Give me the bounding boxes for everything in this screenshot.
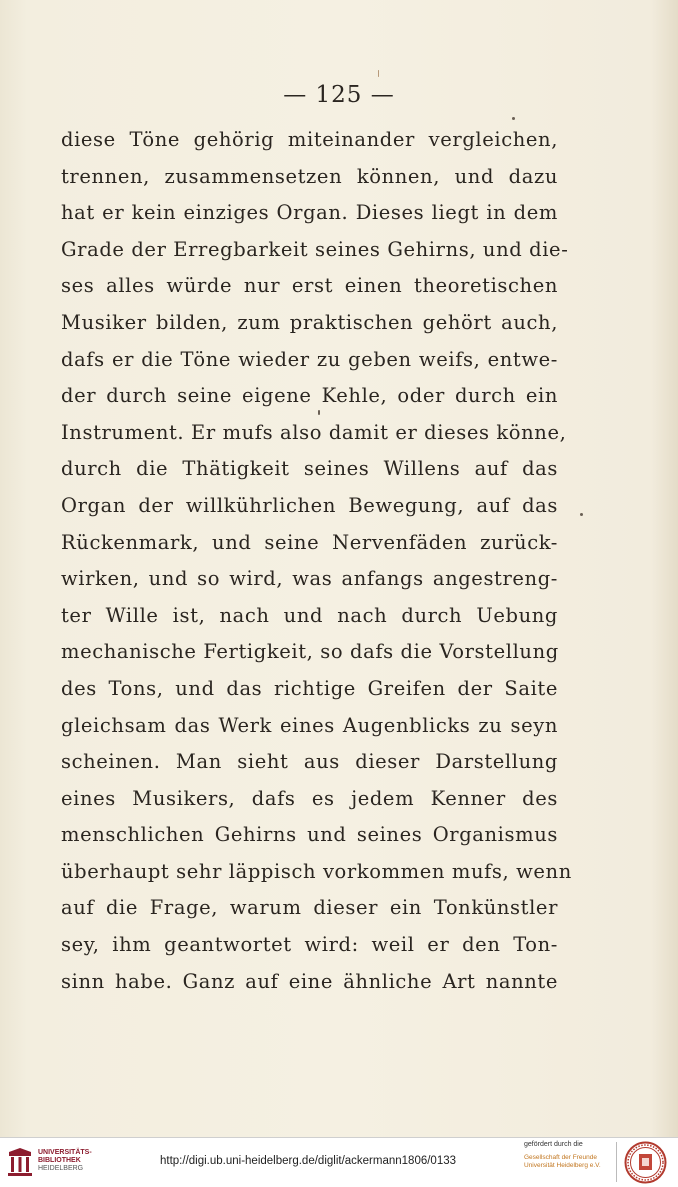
paper-speck	[512, 117, 515, 120]
text-line: trennen, zusammensetzen können, und dazu	[61, 164, 558, 188]
text-line: wirken, und so wird, was anfangs angestreng-	[61, 567, 558, 591]
text-line: gleichsam das Werk eines Augenblicks zu seyn	[61, 713, 558, 737]
library-name-line: HEIDELBERG	[38, 1165, 84, 1172]
library-logo-icon	[6, 1146, 34, 1178]
library-name	[38, 1149, 92, 1173]
text-line: Instrument. Er mufs also damit er dieses könne,	[61, 420, 567, 444]
text-line: ses alles würde nur erst einen theoretischen	[61, 274, 558, 298]
text-line: der durch seine eigene Kehle, oder durch ein	[61, 384, 558, 408]
paper-speck	[318, 410, 320, 415]
text-line: des Tons, und das richtige Greifen der Saite	[61, 676, 558, 700]
library-name-line: BIBLIOTHEK	[38, 1157, 81, 1164]
sponsor-line: Universität Heidelberg e.V.	[524, 1162, 601, 1169]
sponsor-label: gefördert durch die	[524, 1141, 583, 1148]
page-number: — 125 —	[283, 82, 395, 108]
text-line: sey, ihm geantwortet wird: weil er den Ton-	[61, 933, 558, 957]
text-line: Grade der Erregbarkeit seines Gehirns, und die-	[61, 237, 569, 261]
text-line: diese Töne gehörig miteinander vergleichen,	[61, 128, 558, 151]
university-seal-icon	[624, 1141, 667, 1184]
paper-speck	[580, 513, 583, 516]
text-line: Rückenmark, und seine Nervenfäden zurück-	[61, 530, 558, 554]
text-line: Organ der willkührlichen Bewegung, auf das	[61, 493, 558, 517]
text-line: dafs er die Töne wieder zu geben weifs, entwe-	[61, 347, 558, 371]
footer-divider	[616, 1142, 617, 1182]
text-line last: sinn habe. Ganz auf eine ähnliche Art nannte	[61, 969, 558, 993]
text-line: überhaupt sehr läppisch vorkommen mufs, wenn	[61, 859, 572, 883]
text-line: auf die Frage, warum dieser ein Tonkünstler	[61, 896, 558, 920]
text-line: ter Wille ist, nach und nach durch Uebung	[61, 603, 558, 627]
text-line: Musiker bilden, zum praktischen gehört auch,	[61, 310, 558, 334]
paper-speck	[378, 70, 379, 77]
sponsor-line: Gesellschaft der Freunde	[524, 1154, 597, 1161]
text-line: durch die Thätigkeit seines Willens auf das	[61, 457, 558, 481]
library-name-line: UNIVERSITÄTS-	[38, 1149, 92, 1156]
text-line: menschlichen Gehirns und seines Organismus	[61, 823, 558, 847]
text-line: hat er kein einziges Organ. Dieses liegt in dem	[61, 201, 558, 225]
text-line: eines Musikers, dafs es jedem Kenner des	[61, 786, 558, 810]
digitization-footer	[0, 1137, 678, 1187]
text-line: scheinen. Man sieht aus dieser Darstellung	[61, 750, 558, 774]
permalink[interactable]: http://digi.ub.uni-heidelberg.de/diglit/ackermann1806/0133	[160, 1155, 457, 1167]
sponsor-name	[524, 1154, 601, 1170]
body-text	[61, 122, 572, 1000]
text-line: mechanische Fertigkeit, so dafs die Vorstellung	[61, 640, 559, 664]
